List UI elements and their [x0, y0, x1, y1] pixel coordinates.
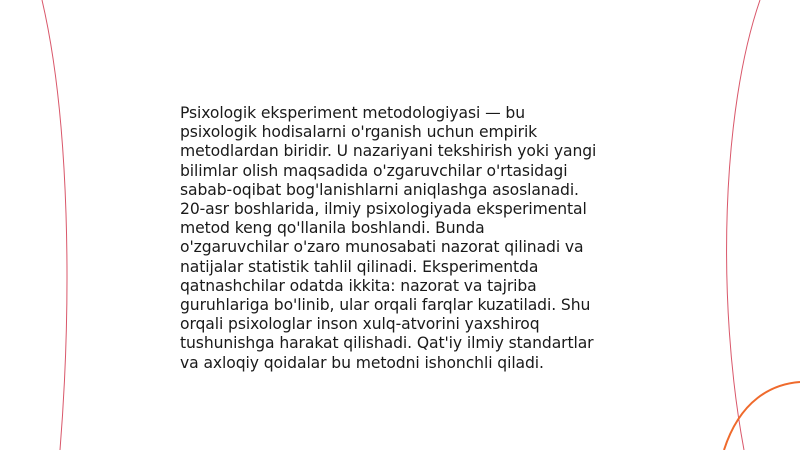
body-paragraph	[180, 104, 630, 373]
paragraph-line: qatnashchilar odatda ikkita: nazorat va tajriba	[180, 276, 537, 295]
paragraph-line: bilimlar olish maqsadida o'zgaruvchilar o'rtasidagi	[180, 161, 568, 180]
paragraph-line: natijalar statistik tahlil qilinadi. Eksperimentda	[180, 257, 539, 276]
paragraph-line: psixologik hodisalarni o'rganish uchun empirik	[180, 123, 538, 142]
paragraph-line: tushunishga harakat qilishadi. Qat'iy ilmiy standartlar	[180, 334, 594, 353]
paragraph-line: 20-asr boshlarida, ilmiy psixologiyada eksperimental	[180, 200, 587, 219]
paragraph-line: va axloqiy qoidalar bu metodni ishonchli qiladi.	[180, 353, 544, 372]
left-thin-arc	[42, 0, 67, 450]
paragraph-line: o'zgaruvchilar o'zaro munosabati nazorat qilinadi va	[180, 238, 584, 257]
paragraph-line: metod keng qo'llanila boshlandi. Bunda	[180, 219, 485, 238]
paragraph-line: sabab-oqibat bog'lanishlarni aniqlashga asoslanadi.	[180, 180, 579, 199]
paragraph-line: guruhlariga bo'linib, ular orqali farqlar kuzatiladi. Shu	[180, 296, 591, 315]
right-thin-arc	[727, 0, 760, 450]
paragraph-line: metodlardan biridir. U nazariyani tekshirish yoki yangi	[180, 142, 597, 161]
paragraph-line: Psixologik eksperiment metodologiyasi — bu	[180, 104, 525, 122]
paragraph-line: orqali psixologlar inson xulq-atvorini yaxshiroq	[180, 315, 540, 334]
